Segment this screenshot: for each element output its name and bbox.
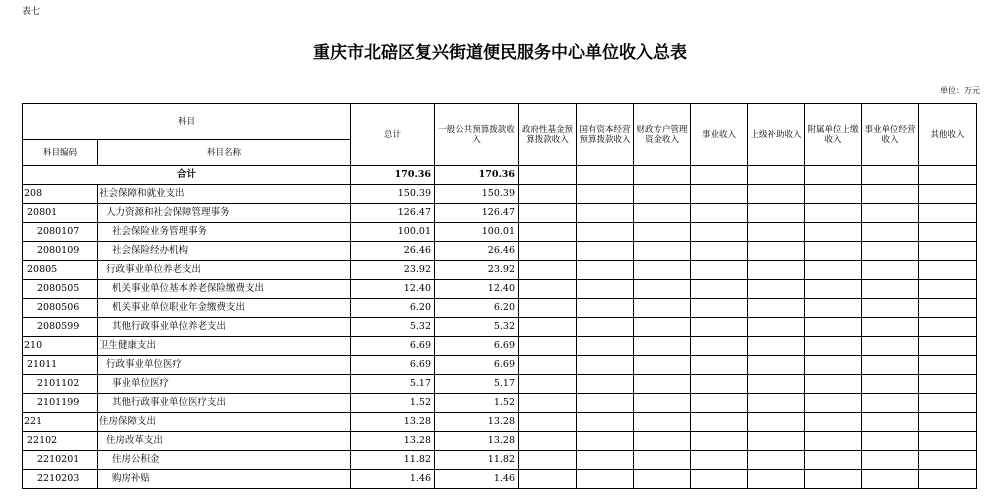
subject-code: 20805 [23, 261, 98, 280]
table-row [23, 432, 977, 451]
table-row [23, 185, 977, 204]
total-amount: 1.46 [351, 470, 435, 489]
empty-cell [862, 299, 919, 318]
total-amount: 6.69 [351, 356, 435, 375]
empty-cell [919, 375, 977, 394]
empty-cell [862, 280, 919, 299]
subject-code: 2080505 [23, 280, 98, 299]
table-row [23, 394, 977, 413]
empty-cell [805, 280, 862, 299]
header-superior-subsidy: 上级补助收入 [748, 104, 805, 166]
empty-cell [805, 204, 862, 223]
general-budget-amount: 11.82 [435, 451, 519, 470]
general-budget-amount: 100.01 [435, 223, 519, 242]
total-label: 合计 [23, 166, 351, 185]
table-row [23, 204, 977, 223]
header-fiscal-special: 财政专户管理资金收入 [634, 104, 691, 166]
empty-cell [577, 318, 634, 337]
empty-cell [634, 261, 691, 280]
subject-name: 机关事业单位职业年金缴费支出 [98, 299, 351, 318]
total-amount: 13.28 [351, 413, 435, 432]
empty-cell [862, 242, 919, 261]
empty-cell [634, 166, 691, 185]
subject-code: 221 [23, 413, 98, 432]
header-subject: 科目 [23, 104, 351, 140]
total-general-budget: 170.36 [435, 166, 519, 185]
empty-cell [748, 299, 805, 318]
empty-cell [634, 356, 691, 375]
total-amount: 6.20 [351, 299, 435, 318]
empty-cell [691, 356, 748, 375]
subject-code: 210 [23, 337, 98, 356]
table-row [23, 318, 977, 337]
empty-cell [919, 185, 977, 204]
empty-cell [805, 470, 862, 489]
general-budget-amount: 6.69 [435, 337, 519, 356]
empty-cell [577, 432, 634, 451]
general-budget-amount: 6.69 [435, 356, 519, 375]
header-general-budget: 一般公共预算拨款收入 [435, 104, 519, 166]
empty-cell [519, 394, 577, 413]
general-budget-amount: 5.32 [435, 318, 519, 337]
header-affiliated-income: 附属单位上缴收入 [805, 104, 862, 166]
empty-cell [691, 280, 748, 299]
subject-code: 20801 [23, 204, 98, 223]
income-table [22, 103, 977, 489]
table-row [23, 223, 977, 242]
empty-cell [634, 375, 691, 394]
general-budget-amount: 5.17 [435, 375, 519, 394]
empty-cell [805, 375, 862, 394]
subject-name: 社会保险经办机构 [98, 242, 351, 261]
page-title: 重庆市北碚区复兴街道便民服务中心单位收入总表 [313, 43, 687, 63]
empty-cell [805, 337, 862, 356]
empty-cell [519, 432, 577, 451]
subject-code: 22102 [23, 432, 98, 451]
empty-cell [805, 299, 862, 318]
subject-code: 21011 [23, 356, 98, 375]
empty-cell [748, 185, 805, 204]
subject-name: 行政事业单位医疗 [98, 356, 351, 375]
empty-cell [919, 261, 977, 280]
empty-cell [919, 470, 977, 489]
empty-cell [577, 185, 634, 204]
header-other-income: 其他收入 [919, 104, 977, 166]
table-row [23, 299, 977, 318]
empty-cell [919, 166, 977, 185]
empty-cell [748, 375, 805, 394]
empty-cell [919, 413, 977, 432]
general-budget-amount: 12.40 [435, 280, 519, 299]
subject-name: 住房公积金 [98, 451, 351, 470]
empty-cell [748, 337, 805, 356]
general-budget-amount: 23.92 [435, 261, 519, 280]
empty-cell [919, 204, 977, 223]
subject-code: 2080599 [23, 318, 98, 337]
empty-cell [805, 261, 862, 280]
empty-cell [577, 242, 634, 261]
empty-cell [519, 223, 577, 242]
header-subject-code: 科目编码 [23, 140, 98, 166]
subject-name: 其他行政事业单位养老支出 [98, 318, 351, 337]
empty-cell [577, 280, 634, 299]
empty-cell [577, 204, 634, 223]
empty-cell [634, 451, 691, 470]
empty-cell [691, 223, 748, 242]
empty-cell [805, 356, 862, 375]
empty-cell [691, 204, 748, 223]
empty-cell [634, 185, 691, 204]
total-amount: 150.39 [351, 185, 435, 204]
empty-cell [519, 242, 577, 261]
empty-cell [748, 318, 805, 337]
general-budget-amount: 1.52 [435, 394, 519, 413]
empty-cell [862, 451, 919, 470]
empty-cell [919, 223, 977, 242]
empty-cell [691, 337, 748, 356]
empty-cell [577, 451, 634, 470]
empty-cell [519, 470, 577, 489]
empty-cell [862, 204, 919, 223]
subject-name: 其他行政事业单位医疗支出 [98, 394, 351, 413]
empty-cell [748, 432, 805, 451]
subject-code: 2210201 [23, 451, 98, 470]
empty-cell [577, 356, 634, 375]
total-amount: 11.82 [351, 451, 435, 470]
subject-name: 社会保险业务管理事务 [98, 223, 351, 242]
subject-name: 事业单位医疗 [98, 375, 351, 394]
empty-cell [634, 242, 691, 261]
empty-cell [862, 356, 919, 375]
empty-cell [748, 223, 805, 242]
empty-cell [805, 413, 862, 432]
empty-cell [691, 261, 748, 280]
empty-cell [634, 432, 691, 451]
header-gov-fund: 政府性基金预算拨款收入 [519, 104, 577, 166]
empty-cell [634, 470, 691, 489]
empty-cell [691, 375, 748, 394]
empty-cell [577, 223, 634, 242]
empty-cell [577, 394, 634, 413]
subject-name: 住房改革支出 [98, 432, 351, 451]
empty-cell [634, 394, 691, 413]
empty-cell [691, 451, 748, 470]
empty-cell [519, 337, 577, 356]
table-row [23, 356, 977, 375]
empty-cell [691, 299, 748, 318]
empty-cell [691, 242, 748, 261]
empty-cell [519, 356, 577, 375]
empty-cell [519, 299, 577, 318]
empty-cell [862, 261, 919, 280]
empty-cell [748, 413, 805, 432]
total-amount: 26.46 [351, 242, 435, 261]
empty-cell [519, 375, 577, 394]
empty-cell [919, 394, 977, 413]
header-business-income: 事业收入 [691, 104, 748, 166]
subject-name: 住房保障支出 [98, 413, 351, 432]
empty-cell [577, 337, 634, 356]
table-row [23, 375, 977, 394]
subject-name: 卫生健康支出 [98, 337, 351, 356]
empty-cell [691, 166, 748, 185]
empty-cell [519, 451, 577, 470]
header-subject-name: 科目名称 [98, 140, 351, 166]
empty-cell [862, 470, 919, 489]
empty-cell [805, 185, 862, 204]
empty-cell [577, 261, 634, 280]
subject-code: 2080506 [23, 299, 98, 318]
empty-cell [805, 394, 862, 413]
table-row [23, 470, 977, 489]
empty-cell [748, 356, 805, 375]
empty-cell [805, 432, 862, 451]
empty-cell [919, 337, 977, 356]
empty-cell [691, 413, 748, 432]
empty-cell [519, 413, 577, 432]
total-amount: 100.01 [351, 223, 435, 242]
empty-cell [577, 470, 634, 489]
general-budget-amount: 126.47 [435, 204, 519, 223]
header-state-capital: 国有资本经营预算拨款收入 [577, 104, 634, 166]
empty-cell [691, 185, 748, 204]
empty-cell [805, 451, 862, 470]
table-row [23, 451, 977, 470]
table-row [23, 413, 977, 432]
empty-cell [805, 166, 862, 185]
empty-cell [748, 470, 805, 489]
empty-cell [919, 356, 977, 375]
empty-cell [862, 185, 919, 204]
empty-cell [748, 204, 805, 223]
empty-cell [634, 318, 691, 337]
table-row [23, 261, 977, 280]
general-budget-amount: 13.28 [435, 432, 519, 451]
unit-label: 单位：万元 [940, 86, 980, 95]
empty-cell [862, 318, 919, 337]
total-amount: 12.40 [351, 280, 435, 299]
general-budget-amount: 26.46 [435, 242, 519, 261]
empty-cell [634, 204, 691, 223]
empty-cell [519, 280, 577, 299]
empty-cell [862, 432, 919, 451]
subject-code: 2101102 [23, 375, 98, 394]
empty-cell [519, 166, 577, 185]
table-row [23, 337, 977, 356]
empty-cell [577, 299, 634, 318]
empty-cell [748, 242, 805, 261]
header-operating-income: 事业单位经营收入 [862, 104, 919, 166]
total-amount: 170.36 [351, 166, 435, 185]
empty-cell [748, 166, 805, 185]
empty-cell [805, 223, 862, 242]
table-row [23, 242, 977, 261]
empty-cell [748, 451, 805, 470]
empty-cell [519, 318, 577, 337]
empty-cell [805, 242, 862, 261]
general-budget-amount: 150.39 [435, 185, 519, 204]
empty-cell [919, 432, 977, 451]
general-budget-amount: 6.20 [435, 299, 519, 318]
subject-name: 人力资源和社会保障管理事务 [98, 204, 351, 223]
total-amount: 13.28 [351, 432, 435, 451]
total-amount: 1.52 [351, 394, 435, 413]
total-amount: 126.47 [351, 204, 435, 223]
subject-name: 机关事业单位基本养老保险缴费支出 [98, 280, 351, 299]
table-row [23, 280, 977, 299]
subject-code: 208 [23, 185, 98, 204]
empty-cell [634, 223, 691, 242]
subject-code: 2101199 [23, 394, 98, 413]
total-amount: 5.32 [351, 318, 435, 337]
empty-cell [862, 337, 919, 356]
empty-cell [519, 185, 577, 204]
empty-cell [862, 166, 919, 185]
empty-cell [691, 470, 748, 489]
empty-cell [862, 394, 919, 413]
general-budget-amount: 13.28 [435, 413, 519, 432]
total-amount: 5.17 [351, 375, 435, 394]
empty-cell [748, 394, 805, 413]
empty-cell [919, 451, 977, 470]
table-number: 表七 [22, 7, 41, 17]
subject-code: 2210203 [23, 470, 98, 489]
empty-cell [691, 394, 748, 413]
total-amount: 23.92 [351, 261, 435, 280]
empty-cell [519, 204, 577, 223]
subject-name: 社会保障和就业支出 [98, 185, 351, 204]
empty-cell [634, 299, 691, 318]
total-row [23, 166, 977, 185]
empty-cell [805, 318, 862, 337]
subject-code: 2080107 [23, 223, 98, 242]
empty-cell [577, 375, 634, 394]
subject-name: 购房补贴 [98, 470, 351, 489]
empty-cell [577, 166, 634, 185]
empty-cell [919, 242, 977, 261]
empty-cell [862, 375, 919, 394]
empty-cell [919, 280, 977, 299]
total-amount: 6.69 [351, 337, 435, 356]
empty-cell [748, 261, 805, 280]
empty-cell [634, 337, 691, 356]
subject-code: 2080109 [23, 242, 98, 261]
empty-cell [577, 413, 634, 432]
empty-cell [691, 318, 748, 337]
empty-cell [519, 261, 577, 280]
empty-cell [919, 299, 977, 318]
empty-cell [748, 280, 805, 299]
general-budget-amount: 1.46 [435, 470, 519, 489]
empty-cell [862, 223, 919, 242]
empty-cell [862, 413, 919, 432]
empty-cell [634, 280, 691, 299]
empty-cell [919, 318, 977, 337]
empty-cell [691, 432, 748, 451]
subject-name: 行政事业单位养老支出 [98, 261, 351, 280]
header-total: 总计 [351, 104, 435, 166]
empty-cell [634, 413, 691, 432]
